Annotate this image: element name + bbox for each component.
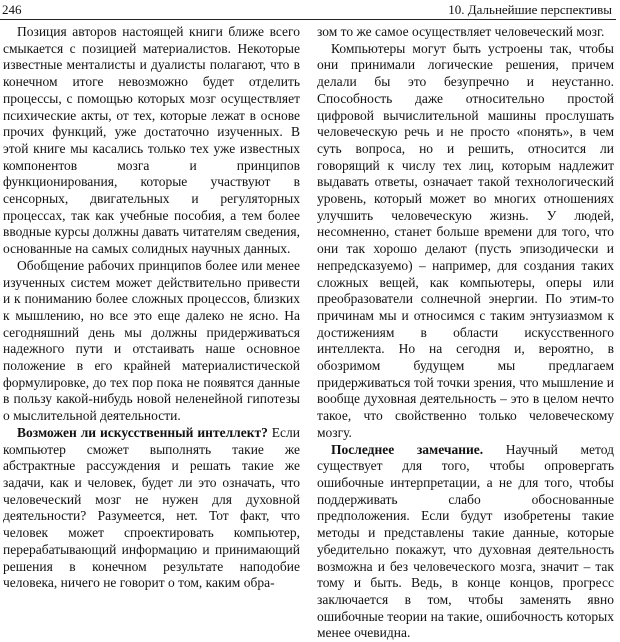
ai-question-text: Если компьютер сможет выполнять такие же абстрактные рассуждения и решать такие же задачи, как и человек, будет ли это означать, что человеческий мозг не нужен для духовной деятельности? Разумеется, нет. Тот факт, что человек может спроектировать компьютер, перерабатывающий информацию и принимающий решения в конечном результате наподобие человека, ничего не говорит о том, каким обра- — [3, 424, 300, 591]
paragraph-computers: Компьютеры могут быть устроены так, чтобы они принимали логические решения, причем делали бы это безупречно и неустанно. Способность даже относительно простой цифровой вычислительной машины прослушать человеческую речь и не просто «понять», в чем суть вопроса, но и решить, относится ли говорящий к числу тех лиц, которым надлежит выдавать ответы, означает такой технологический уровень, который может во многих отношениях улучшить человеческую жизнь. У людей, несомненно, станет больше времени для того, что они так хорошо делают (пусть эпизодически и непредсказуемо) – например, для создания таких сложных вещей, как компьютеры, оперы или преобразователи солнечной энергии. По этим-то причинам мы и относимся с таким энтузиазмом к достижениям в области искусственного интеллекта. Но на сегодня и, вероятно, в обозримом будущем мы предлагаем придерживаться той точки зрения, что мышление и вообще духовная деятельность – это в целом нечто такое, что свойственно только человеческому мозгу. — [317, 40, 614, 440]
final-remark-heading: Последнее замечание. — [331, 441, 484, 457]
paragraph-ai-question — [3, 425, 300, 592]
paragraph-final-remark — [317, 442, 614, 642]
paragraph-continuation: зом то же самое осуществляет человеческий мозг. — [317, 24, 605, 39]
paragraph-authors-position: Позиция авторов настоящей книги ближе всего смыкается с позицией материалистов. Некоторые известные менталисты и дуалисты полагают, что в конечном итоге невозможно будет отделить процессы, с помощью которых мозг осуществляет психические акты, от тех, которые лежат в основе прочих функций, уже достаточно изученных. В этой книге мы касались только тех уже известных компонентов мозга и принципов функционирования, которые участвуют в сенсорных, двигательных и регуляторных процессах, так как учебные пособия, а тем более вводные курсы должны давать читателям сведения, основанные на самых солидных научных данных. — [3, 24, 300, 257]
page-header — [0, 0, 620, 22]
header-rule — [0, 19, 616, 20]
right-column — [317, 24, 614, 642]
page-number: 246 — [2, 2, 22, 17]
running-title: 10. Дальнейшие перспективы — [448, 2, 612, 17]
left-column — [3, 24, 300, 592]
ai-question-heading: Возможен ли искусственный интеллект? — [17, 424, 268, 440]
paragraph-generalization: Обобщение рабочих принципов более или менее изученных систем может действительно привести и к пониманию более сложных процессов, близких к мышлению, но все это еще далеко не ясно. На сегодняшний день мы должны придерживаться надежного пути и отстаивать наше основное положение в его крайней материалистической формулировке, до тех пор пока не появятся данные в пользу какой-нибудь новой неленейной гипотезы о мыслительной деятельности. — [3, 257, 300, 424]
final-remark-text: Научный метод существует для того, чтобы опровергать ошибочные интерпретации, а не для того, чтобы поддерживать слабо обоснованные предположения. Если будут изобретены такие методы и представлены такие данные, которые убедительно покажут, что духовная деятельность возможна и без человеческого мозга, значит – так тому и быть. Ведь, в конце концов, прогресс заключается в том, чтобы заменять явно ошибочные теории на такие, ошибочность которых менее очевидна. — [317, 441, 614, 641]
